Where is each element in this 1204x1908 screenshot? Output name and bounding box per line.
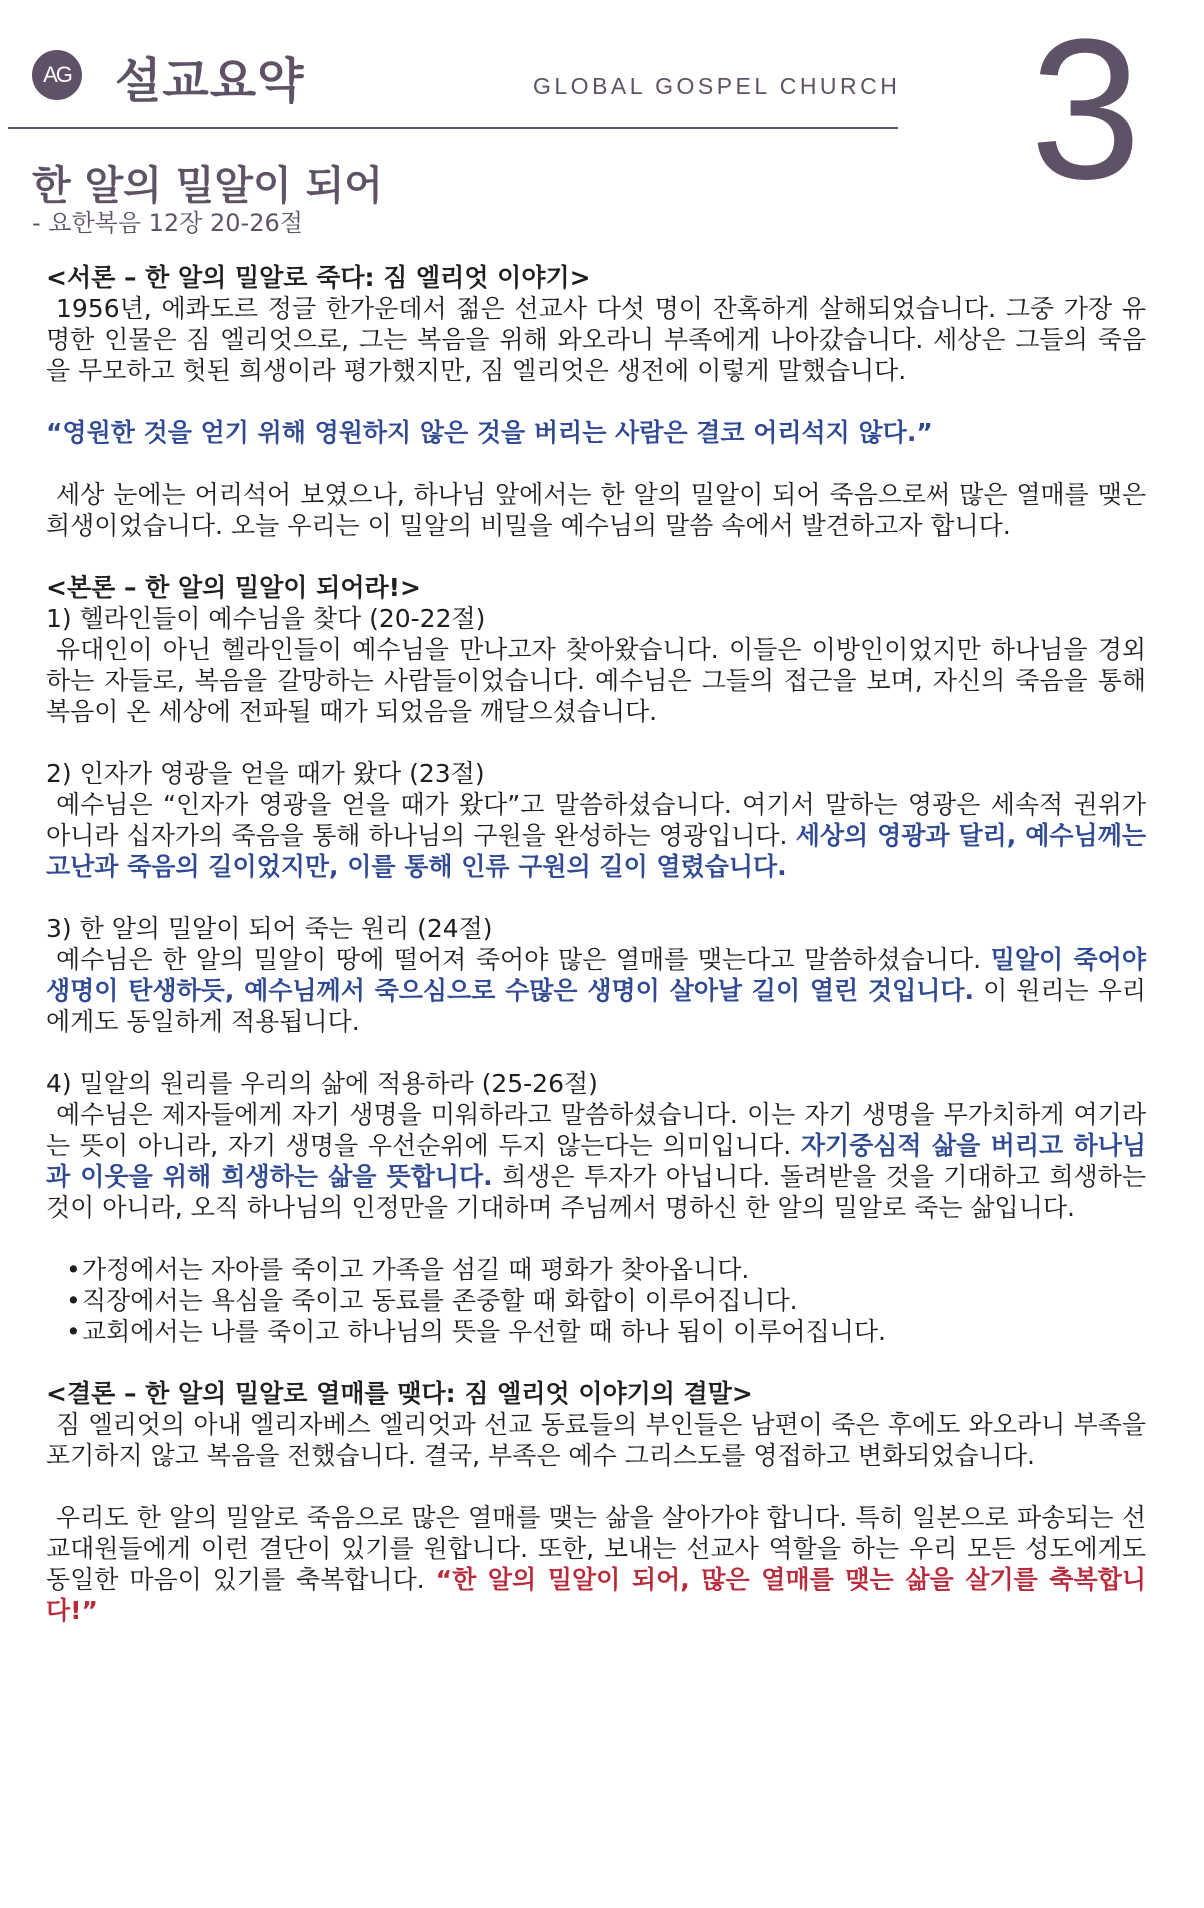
conclusion-heading: <결론 – 한 알의 밀알로 열매를 맺다: 짐 엘리엇 이야기의 결말> (46, 1379, 753, 1408)
list-item: • 가정에서는 자아를 죽이고 가족을 섬길 때 평화가 찾아옵니다. (66, 1254, 1146, 1285)
section-4-text: 예수님은 제자들에게 자기 생명을 미워하라고 말씀하셨습니다. 이는 자기 생명을 무가치하게 여기라는 뜻이 아니라, 자기 생명을 우선순위에 두지 않는다는 의미입니다. (46, 1100, 1146, 1160)
section-3-text: 예수님은 한 알의 밀알이 땅에 떨어져 죽어야 많은 열매를 맺는다고 말씀하셨습니다. (56, 945, 982, 974)
section-2-text: 예수님은 “인자가 영광을 얻을 때가 왔다”고 말씀하셨습니다. 여기서 말하는 영광은 세속적 권위가 아니라 십자가의 죽음을 통해 하나님의 구원을 완성하는 영광입니다. (46, 790, 1146, 850)
brand-title: 설교요약 (115, 53, 305, 109)
section-4-highlight: 자기중심적 삶을 버리고 하나님과 이웃을 위해 희생하는 삶을 뜻합니다. (46, 1131, 1146, 1191)
conclusion-paragraph-1: 짐 엘리엇의 아내 엘리자베스 엘리엇과 선교 동료들의 부인들은 남편이 죽은 후에도 와오라니 부족을 포기하지 않고 복음을 전했습니다. 결국, 부족은 예수 그리스도를 영접하고 변화되었습니다. (46, 1410, 1146, 1470)
intro-heading: <서론 – 한 알의 밀알로 죽다: 짐 엘리엇 이야기> (46, 263, 591, 292)
intro-paragraph-2: 세상 눈에는 어리석어 보였으나, 하나님 앞에서는 한 알의 밀알이 되어 죽음으로써 많은 열매를 맺은 희생이었습니다. 오늘 우리는 이 밀알의 비밀을 예수님의 말씀 속에서 발견하고자 합니다. (46, 480, 1146, 540)
church-name: GLOBAL GOSPEL CHURCH (533, 73, 901, 99)
page-header (0, 0, 1204, 240)
section-3-paragraph (46, 944, 1146, 1037)
section-3-after: 이 원리는 우리에게도 동일하게 적용됩니다. (46, 976, 1146, 1036)
application-list (46, 1254, 1146, 1347)
header-divider (8, 127, 898, 129)
sermon-title: 한 알의 밀알이 되어 (32, 163, 383, 209)
section-3-title: 3) 한 알의 밀알이 되어 죽는 원리 (24절) (46, 914, 493, 943)
scripture-reference: - 요한복음 12장 20-26절 (32, 209, 303, 237)
section-1-title: 1) 헬라인들이 예수님을 찾다 (20-22절) (46, 604, 486, 633)
section-2-highlight: 세상의 영광과 달리, 예수님께는 고난과 죽음의 길이었지만, 이를 통해 인류 구원의 길이 열렸습니다. (46, 821, 1146, 881)
body-heading: <본론 – 한 알의 밀알이 되어라!> (46, 573, 421, 602)
section-2-paragraph (46, 789, 1146, 882)
section-2-title: 2) 인자가 영광을 얻을 때가 왔다 (23절) (46, 759, 485, 788)
section-4-paragraph (46, 1099, 1146, 1223)
intro-quote: “영원한 것을 얻기 위해 영원하지 않은 것을 버리는 사람은 결코 어리석지 않다.” (46, 418, 933, 447)
section-1-text: 유대인이 아닌 헬라인들이 예수님을 만나고자 찾아왔습니다. 이들은 이방인이었지만 하나님을 경외하는 자들로, 복음을 갈망하는 사람들이었습니다. 예수님은 그들의 접근을 보며, 자신의 죽음을 통해 복음이 온 세상에 전파될 때가 되었음을 깨달으셨습니다. (46, 635, 1146, 726)
church-logo: AG (32, 50, 82, 100)
list-item: • 교회에서는 나를 죽이고 하나님의 뜻을 우선할 때 하나 됨이 이루어집니다. (66, 1316, 1146, 1347)
sermon-content (46, 262, 1146, 1626)
closing-blessing: “한 알의 밀알이 되어, 많은 열매를 맺는 삶을 살기를 축복합니다!” (46, 1565, 1147, 1625)
issue-number: 3 (1030, 0, 1142, 221)
section-3-highlight: 밀알이 죽어야 생명이 탄생하듯, 예수님께서 죽으심으로 수많은 생명이 살아날 길이 열린 것입니다. (46, 945, 1146, 1005)
section-4-after: 희생은 투자가 아닙니다. 돌려받을 것을 기대하고 희생하는 것이 아니라, 오직 하나님의 인정만을 기대하며 주님께서 명하신 한 알의 밀알로 죽는 삶입니다. (46, 1162, 1147, 1222)
intro-paragraph-1: 1956년, 에콰도르 정글 한가운데서 젊은 선교사 다섯 명이 잔혹하게 살해되었습니다. 그중 가장 유명한 인물은 짐 엘리엇으로, 그는 복음을 위해 와오라니 부족에게 나아갔습니다. 세상은 그들의 죽음을 무모하고 헛된 희생이라 평가했지만, 짐 엘리엇은 생전에 이렇게 말했습니다. (46, 294, 1146, 385)
conclusion-text: 우리도 한 알의 밀알로 죽음으로 많은 열매를 맺는 삶을 살아가야 합니다. 특히 일본으로 파송되는 선교대원들에게 이런 결단이 있기를 원합니다. 또한, 보내는 선교사 역할을 하는 우리 모든 성도에게도 동일한 마음이 있기를 축복합니다. (46, 1503, 1146, 1594)
section-4-title: 4) 밀알의 원리를 우리의 삶에 적용하라 (25-26절) (46, 1069, 598, 1098)
list-item: • 직장에서는 욕심을 죽이고 동료를 존중할 때 화합이 이루어집니다. (66, 1285, 1146, 1316)
conclusion-paragraph-2 (46, 1502, 1146, 1626)
